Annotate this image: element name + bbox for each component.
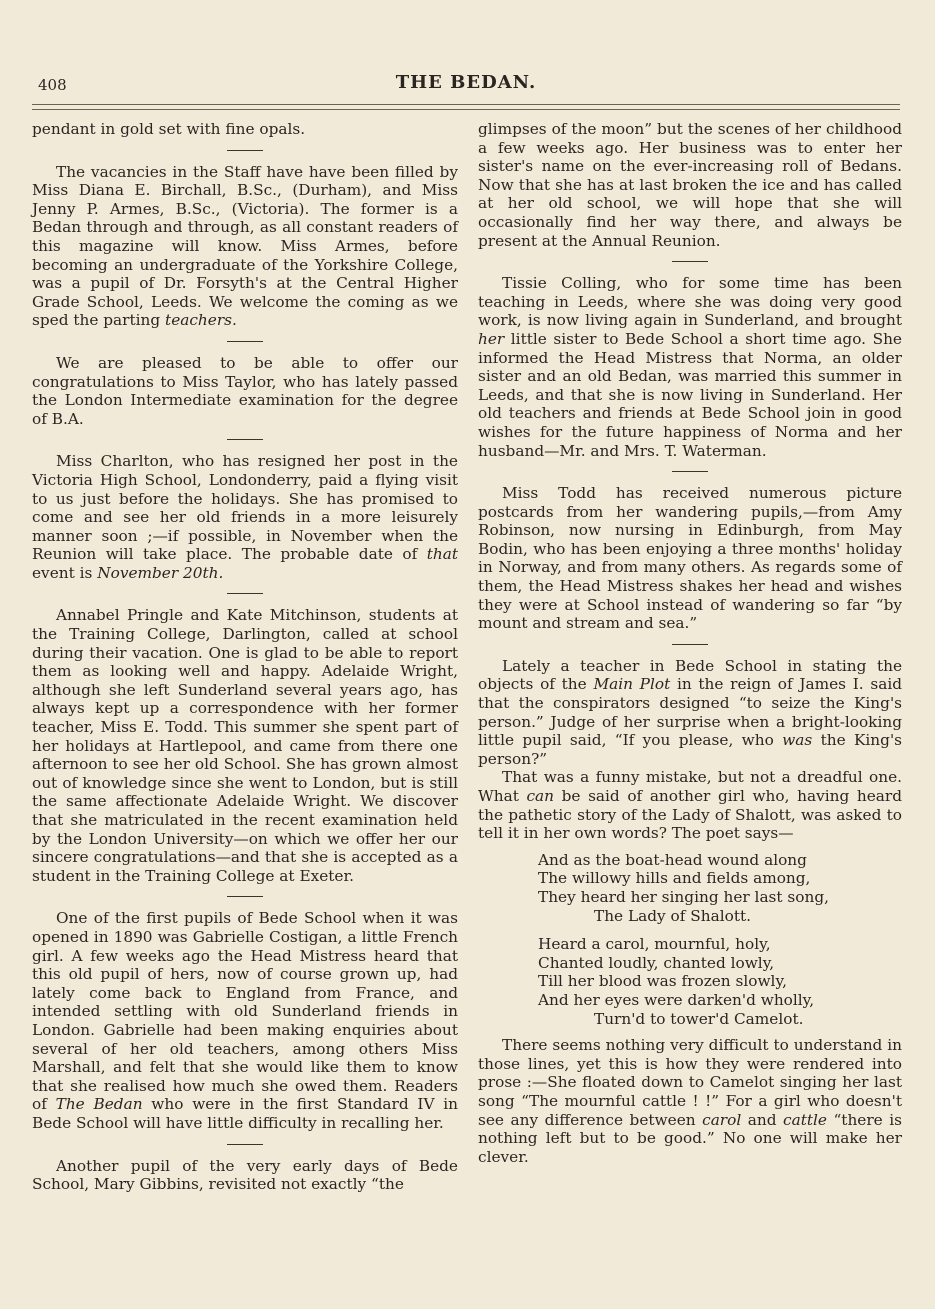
verse-line: And as the boat-head wound along (538, 850, 807, 869)
section-divider (227, 1144, 263, 1145)
verse-line: Heard a carol, mournful, holy, (538, 935, 771, 954)
verse-line: Turn'd to tower'd Camelot. (594, 1009, 804, 1028)
section-divider (227, 593, 263, 594)
verse-line: Till her blood was frozen slowly, (538, 972, 787, 991)
header-rule-top (32, 104, 900, 105)
verse-line: The Lady of Shalott. (594, 906, 751, 925)
paragraph: Another pupil of the very early days of Bede School, Mary Gibbins, revisited not exactly “the (32, 1156, 458, 1194)
stanza-gap (538, 925, 902, 935)
section-divider (227, 341, 263, 342)
section-divider (227, 150, 263, 151)
section-divider (227, 439, 263, 440)
paragraph: glimpses of the moon” but the scenes of her childhood a few weeks ago. Her business was to enter her sister's name on the ever-increasing roll of Bedans. Now that she has at last broken the ice and has called at her old school, we will hope that she will occasionally find her way there, and always be present at the Annual Reunion. (478, 120, 902, 250)
section-divider (672, 471, 708, 472)
paragraph: We are pleased to be able to offer our congratulations to Miss Taylor, who has lately passed the London Intermediate examination for the degree of B.A. (32, 353, 458, 428)
poem-quotation (538, 851, 902, 1028)
verse-line: And her eyes were darken'd wholly, (538, 990, 815, 1009)
verse-line: Chanted loudly, chanted lowly, (538, 953, 775, 972)
paragraph: One of the first pupils of Bede School when it was opened in 1890 was Gabrielle Costigan, a little French girl. A few weeks ago the Head Mistress heard that this old pupil of hers, now of course grown up, had lately come back to England from France, and intended settling with old Sunderland friends in London. Gabrielle had been making enquiries about several of her old teachers, among others Miss Marshall, and felt that she would like them to know that she realised how much she owed them. Readers of The Bedan who were in the first Standard IV in Bede School will have little difficulty in recalling her. (32, 909, 458, 1132)
paragraph: Miss Todd has received numerous picture postcards from her wandering pupils,—from Amy Robinson, now nursing in Edinburgh, from May Bodin, who has been enjoying a three months' holiday in Norway, and from many others. As regards some of them, the Head Mistress shakes her head and wishes they were at School instead of wandering so far “by mount and stream and sea.” (478, 484, 902, 633)
header-rule-bottom (32, 109, 900, 110)
right-column (478, 120, 902, 1166)
paragraph: Miss Charlton, who has resigned her post in the Victoria High School, Londonderry, paid a flying visit to us just before the holidays. She has promised to come and see her old friends in a more leisurely manner soon ;—if possible, in November when the Reunion will take place. The probable date of that event is November 20th. (32, 452, 458, 582)
paragraph: Lately a teacher in Bede School in stating the objects of the Main Plot in the reign of James I. said that the conspirators designed “to seize the King's person.” Judge of her surprise when a bright-looking little pupil said, “If you please, who was the King's person?” (478, 656, 903, 768)
left-column (32, 120, 458, 1194)
paragraph: The vacancies in the Staff have have been filled by Miss Diana E. Birchall, B.Sc., (Durham), and Miss Jenny P. Armes, B.Sc., (Victoria). The former is a Bedan through and through, as all constant readers of this magazine will know. Miss Armes, before becoming an undergraduate of the Yorkshire College, was a pupil of Dr. Forsyth's at the Central Higher Grade School, Leeds. We welcome the coming as we sped the parting teachers. (32, 162, 458, 330)
paragraph: That was a funny mistake, but not a dreadful one. What can be said of another girl who, having heard the pathetic story of the Lady of Shalott, was asked to tell it in her own words? The poet says— (478, 768, 902, 843)
page-number: 408 (38, 76, 67, 94)
section-divider (227, 896, 263, 897)
running-title: THE BEDAN. (395, 72, 537, 93)
paragraph: There seems nothing very difficult to understand in those lines, yet this is how they were rendered into prose :—She floated down to Camelot singing her last song “The mournful cattle ! !” For a girl who doesn't see any difference between carol and cattle “there is nothing left but to be good.” No one will make her clever. (478, 1036, 902, 1166)
verse-line: They heard her singing her last song, (538, 887, 829, 906)
paragraph: Annabel Pringle and Kate Mitchinson, students at the Training College, Darlington, called at school during their vacation. One is glad to be able to report them as looking well and happy. Adelaide Wright, although she left Sunderland several years ago, has always kept up a correspondence with her former teacher, Miss E. Todd. This summer she spent part of her holidays at Hartlepool, and came from there one afternoon to see her old School. She has grown almost out of knowledge since she went to London, but is still the same affectionate Adelaide Wright. We discover that she matriculated in the recent examination held by the London University—on which we offer her our sincere congratulations—and that she is accepted as a student in the Training College at Exeter. (32, 606, 458, 885)
paragraph: Tissie Colling, who for some time has been teaching in Leeds, where she was doing very good work, is now living again in Sunderland, and brought her little sister to Bede School a short time ago. She informed the Head Mistress that Norma, an older sister and an old Bedan, was married this summer in Leeds, and that she is now living in Sunderland. Her old teachers and friends at Bede School join in good wishes for the future happiness of Norma and her husband—Mr. and Mrs. T. Waterman. (478, 274, 902, 460)
page-header (32, 70, 900, 96)
paragraph: pendant in gold set with fine opals. (32, 120, 306, 138)
section-divider (672, 644, 708, 645)
section-divider (672, 261, 708, 262)
verse-line: The willowy hills and fields among, (538, 869, 811, 888)
